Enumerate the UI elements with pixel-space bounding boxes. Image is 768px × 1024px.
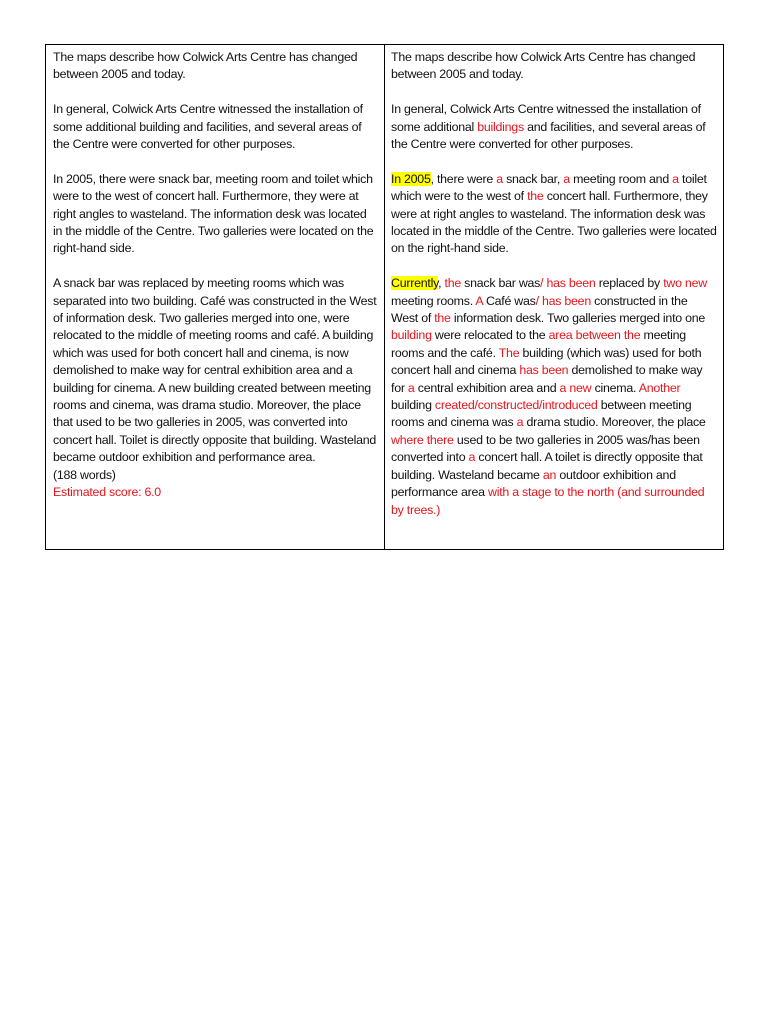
correction-text: / has been xyxy=(535,293,591,308)
correction-text: a xyxy=(563,171,570,186)
text-run: central exhibition area and xyxy=(414,380,560,395)
original-paragraph-2005: In 2005, there were snack bar, meeting room and toilet which were to the west of concert hall. Furthermore, they were at right angles to wasteland. The information desk was located in the middle of the Centre. Two galleries were located on the right-hand side. xyxy=(53,171,374,256)
correction-text: has been xyxy=(519,363,569,378)
text-run: between meeting rooms and cinema was xyxy=(391,398,692,430)
estimated-score: Estimated score: 6.0 xyxy=(53,485,161,500)
correction-text: A xyxy=(475,293,483,308)
text-run: and facilities, and several areas of the Centre were converted for other purposes. xyxy=(391,119,706,152)
corrected-paragraph-intro: The maps describe how Colwick Arts Centre has changed between 2005 and today. xyxy=(391,50,696,82)
text-run: Café was xyxy=(482,293,536,308)
text-run: concert hall. Furthermore, they were at right angles to wasteland. The information desk was located in the middle of the Centre. Two galleries were located on the right-hand side. xyxy=(391,189,717,256)
text-run: constructed in the West of xyxy=(391,293,688,326)
correction-text: area between the xyxy=(548,328,641,343)
correction-text: / has been xyxy=(540,276,596,291)
correction-text: an xyxy=(542,467,557,482)
text-run: were relocated to the xyxy=(431,328,549,343)
corrected-essay-column xyxy=(385,45,723,549)
corrected-paragraph-overview xyxy=(391,101,717,153)
text-run: building (which was) used for both concert hall and cinema xyxy=(391,345,702,378)
correction-text: The xyxy=(498,345,520,360)
text-run: cinema. xyxy=(591,380,639,395)
corrected-paragraph-2005 xyxy=(391,171,717,258)
text-run: meeting rooms and the café. xyxy=(391,328,686,360)
correction-text: the xyxy=(527,189,544,204)
text-run: snack bar was xyxy=(460,276,541,291)
corrected-paragraph-today xyxy=(391,275,717,519)
text-run: toilet which were to the west of xyxy=(391,171,707,204)
correction-text: the xyxy=(444,276,461,291)
original-essay-column xyxy=(46,45,385,549)
correction-text: building xyxy=(391,328,432,343)
correction-text: a xyxy=(468,450,476,465)
correction-text: the xyxy=(434,311,451,326)
correction-text: a xyxy=(672,171,679,186)
text-run: concert hall. A toilet is directly opposite that building. Wasteland became xyxy=(391,450,703,482)
correction-text: with a stage to the north (and surrounded by trees.) xyxy=(391,485,705,517)
text-run: meeting rooms. xyxy=(391,293,476,308)
original-paragraph-overview: In general, Colwick Arts Centre witnessed the installation of some additional building and facilities, and several areas of the Centre were converted for other purposes. xyxy=(53,102,363,152)
correction-text: created/constructed/introduced xyxy=(434,398,598,413)
original-paragraph-today: A snack bar was replaced by meeting rooms which was separated into two building. Café was constructed in the West of information desk. Two galleries merged into one, were relocated to the middle of meeting rooms and café. A building which was used for both concert hall and cinema, is now demolished to make way for central exhibition area and a building for cinema. A new building created between meeting rooms and cinema, was drama studio. Moreover, the place that used to be two galleries in 2005, was converted into concert hall. Toilet is directly opposite that building. Wasteland became outdoor exhibition and performance area. xyxy=(53,276,377,465)
text-run: drama studio. Moreover, the place xyxy=(523,415,706,430)
correction-text: a xyxy=(496,171,503,186)
highlighted-text: In 2005 xyxy=(391,171,431,186)
text-run: used to be two galleries in 2005 was/has been converted into xyxy=(391,432,700,465)
original-paragraph-intro: The maps describe how Colwick Arts Centre has changed between 2005 and today. xyxy=(53,50,358,82)
text-run: demolished to make way for xyxy=(391,363,703,395)
correction-text: two new xyxy=(663,276,707,291)
correction-text: buildings xyxy=(477,119,524,134)
correction-text: where there xyxy=(391,432,454,447)
correction-text: a xyxy=(516,415,524,430)
text-run: building xyxy=(391,398,435,413)
text-run: snack bar, xyxy=(502,171,564,186)
text-run: meeting room and xyxy=(569,171,673,186)
correction-text: a new xyxy=(559,380,592,395)
highlighted-text: Currently xyxy=(391,276,439,291)
text-run: , there were xyxy=(430,171,497,186)
text-run: replaced by xyxy=(595,276,664,291)
text-run: information desk. Two galleries merged into one xyxy=(450,311,706,326)
text-run: outdoor exhibition and performance area xyxy=(391,467,676,500)
word-count: (188 words) xyxy=(53,467,116,482)
text-run: , xyxy=(438,276,445,291)
comparison-table xyxy=(45,44,724,550)
correction-text: Another xyxy=(638,380,681,395)
text-run: In general, Colwick Arts Centre witnessed the installation of some additional xyxy=(391,102,701,134)
correction-text: a xyxy=(407,380,415,395)
